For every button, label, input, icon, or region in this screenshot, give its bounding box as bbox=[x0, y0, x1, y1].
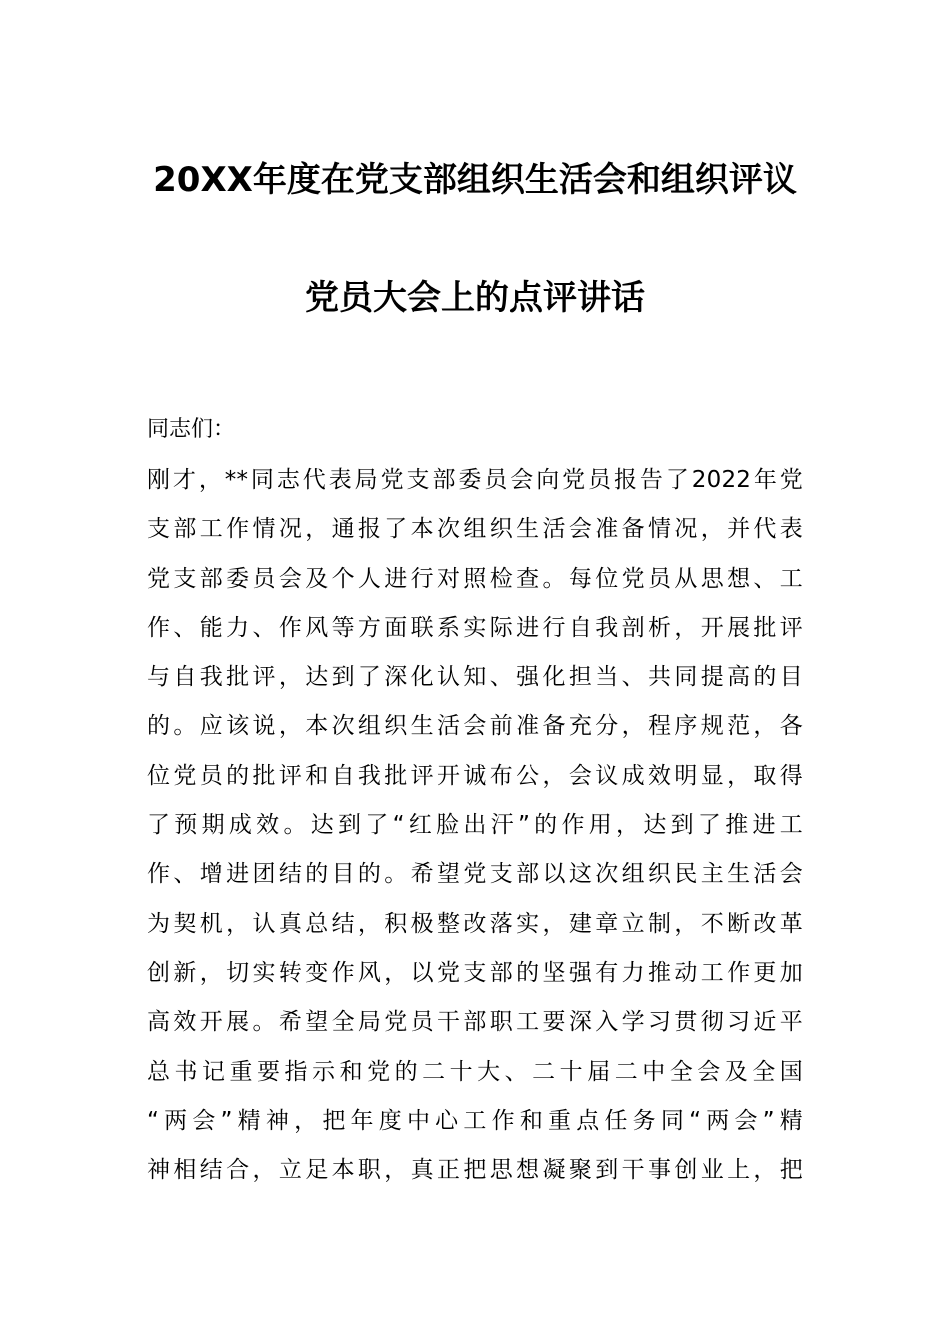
body-line: 了预期成效。达到了“红脸出汗”的作用，达到了推进工 bbox=[147, 812, 803, 839]
body-line: 刚才，**同志代表局党支部委员会向党员报告了2022年党 bbox=[147, 467, 803, 493]
body-line: 总书记重要指示和党的二十大、二十届二中全会及全国 bbox=[147, 1058, 803, 1085]
body-paragraph bbox=[147, 460, 803, 1199]
document-title-line-1: 20XX年度在党支部组织生活会和组织评议 bbox=[153, 160, 797, 200]
body-line: “两会”精神，把年度中心工作和重点任务同“两会”精 bbox=[147, 1107, 803, 1134]
body-line: 创新，切实转变作风，以党支部的坚强有力推动工作更加 bbox=[147, 959, 803, 986]
body-line: 位党员的批评和自我批评开诚布公，会议成效明显，取得 bbox=[147, 762, 803, 789]
body-line: 与自我批评，达到了深化认知、强化担当、共同提高的目 bbox=[147, 664, 803, 691]
body-line: 为契机，认真总结，积极整改落实，建章立制，不断改革 bbox=[147, 910, 803, 937]
body-line: 作、增进团结的目的。希望党支部以这次组织民主生活会 bbox=[147, 861, 803, 888]
body-line: 神相结合，立足本职，真正把思想凝聚到干事创业上，把 bbox=[147, 1157, 803, 1184]
document-title-line-2: 党员大会上的点评讲话 bbox=[305, 278, 645, 318]
body-line: 作、能力、作风等方面联系实际进行自我剖析，开展批评 bbox=[147, 614, 803, 641]
body-line: 高效开展。希望全局党员干部职工要深入学习贯彻习近平 bbox=[147, 1009, 803, 1036]
salutation: 同志们： bbox=[147, 417, 236, 442]
body-line: 的。应该说，本次组织生活会前准备充分，程序规范，各 bbox=[147, 713, 803, 740]
body-line: 党支部委员会及个人进行对照检查。每位党员从思想、工 bbox=[147, 565, 803, 592]
body-line: 支部工作情况，通报了本次组织生活会准备情况，并代表 bbox=[147, 516, 803, 543]
